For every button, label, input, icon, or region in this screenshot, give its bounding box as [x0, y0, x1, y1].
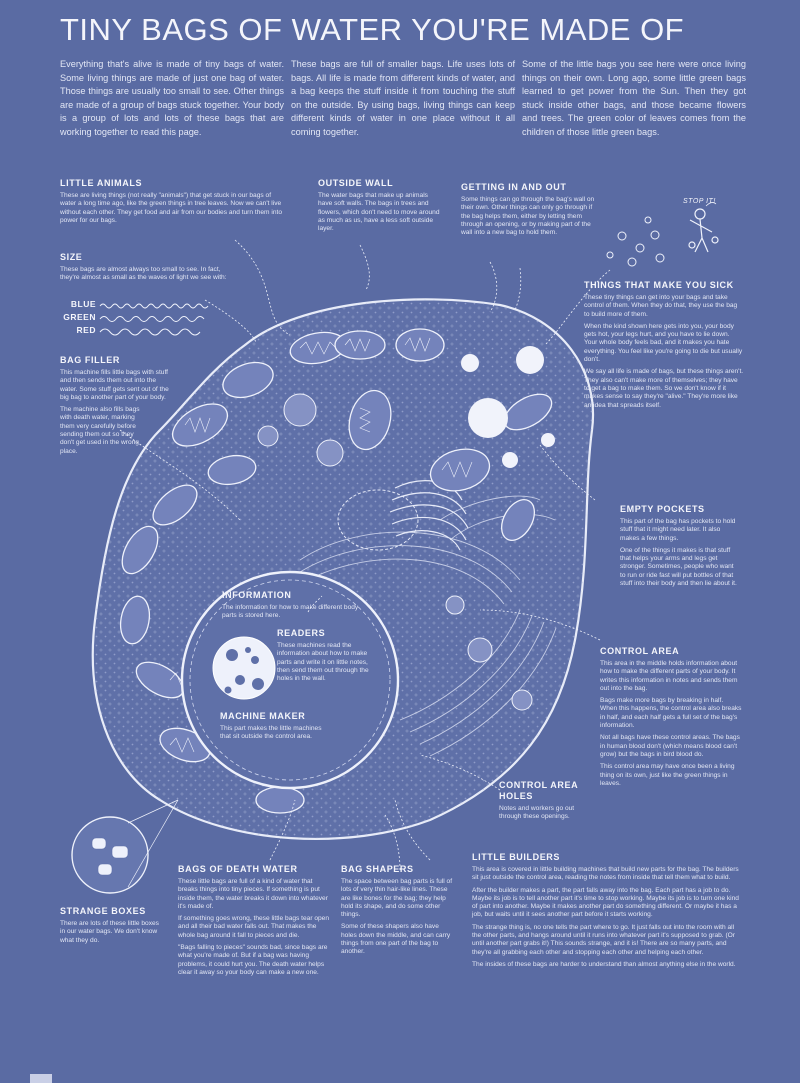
control-area-text-3: Not all bags have these control areas. The bags in human blood don't (which means blood can't grow) but the bags in bird blood do. [600, 734, 740, 758]
empty-pockets-text-2: One of the things it makes is that stuff that helps your arms and legs get stronger. Sometimes, people who want to run or ride fast will put bottles of that stuff into their body and then lie about it. [620, 546, 737, 588]
size-text: These bags are almost always too small to see. In fact, they're almost as small as the waves of light we see with: [60, 266, 227, 282]
size-heading: SIZE [60, 252, 83, 262]
builders-heading: LITTLE BUILDERS [472, 852, 560, 862]
size-block [60, 252, 230, 287]
little-animals-block [60, 178, 282, 229]
wave-label-red: RED [76, 325, 96, 335]
death-water-text-1: These little bags are full of a kind of water that breaks things into tiny pieces. If something is put inside them, the water breaks it down into whatever it's made of. [178, 878, 328, 910]
nucleolus [213, 637, 275, 699]
death-water-block [178, 864, 330, 981]
control-area-text-4: This control area may have once been a living thing on its own, just like the green things in leaves. [600, 763, 735, 787]
strange-boxes-block [60, 906, 160, 949]
getting-in-block [461, 182, 601, 241]
shapers-text-2: Some of these shapers also have holes down the middle, and can carry things from one part of the bag to another. [341, 923, 451, 956]
empty-pockets-block [620, 504, 740, 592]
information-text: The information for how to make different body parts is stored here. [222, 604, 359, 620]
stick-figure [689, 209, 718, 252]
death-water-text-2: If something goes wrong, these little bags tear open and all their bad water falls out. That makes the whole bag around it fall to pieces and die. [178, 915, 330, 939]
death-water-heading: BAGS OF DEATH WATER [178, 864, 298, 874]
stop-it-label: STOP IT! [683, 198, 716, 205]
information-heading: INFORMATION [222, 590, 292, 600]
readers-block [277, 628, 382, 687]
sick-text-1: These tiny things can get into your bags and take control of them. When they do that, they use the bag to build more of them. [584, 294, 738, 318]
little-animals-text: These are living things (not really "animals") that get stuck in our bags of water a long time ago, like the green things in tree leaves. Now we can't live without each other. They get food and air from our bodies and turn them into power for our bags. [60, 192, 283, 224]
machine-maker-text: This part makes the little machines that sit outside the control area. [220, 725, 322, 741]
bag-filler-text-2: The machine also fills bags with death water, marking them very carefully before sending them out so they don't get used in the wrong place. [60, 406, 140, 455]
virus-particles [607, 217, 664, 266]
strange-boxes-inset [72, 817, 148, 893]
sick-text-2: When the kind shown here gets into you, your body gets hot, your legs hurt, and you have to lie down. Your whole body feels bad, and it makes you hate everything. You feel like you're going to die but usually don't. [584, 322, 743, 364]
bag-filler-block [60, 355, 175, 460]
outside-wall-block [318, 178, 442, 237]
outside-wall-heading: OUTSIDE WALL [318, 178, 394, 188]
wave-label-green: GREEN [63, 312, 96, 322]
intro-column-3: Some of the little bags you see here were once living things on their own. Long ago, some little green bags learned to get power from the Sun. Then they got stuck inside other bags, and those became flowers and trees. The green color of leaves comes from the children of those little green bags. [522, 59, 746, 137]
page-title: TINY BAGS OF WATER YOU'RE MADE OF [60, 12, 685, 47]
builders-text-1: This area is covered in little building machines that build new parts for the bag. The builders sit just outside the control area, reading the notes from inside that tell them what to build. [472, 866, 739, 882]
builders-text-2: After the builder makes a part, the part falls away into the bag. Each part has a job to do. Maybe its job is to tell another part it's time to stop working. Maybe its job is to turn one kind of part into another. Maybe it makes another part do something different. Or maybe it has a job, but waits until it sees another part before it starts working. [472, 886, 739, 919]
builders-text-3: The strange thing is, no one tells the part where to go. It just falls out into the room with all the other parts, and hangs around until it runs into whatever part it's supposed to grab. (Or until another part grabs it!) This sounds strange, and it is! There are so many parts, and they're all grabbing each other and stopping each other and helping each other. [472, 923, 735, 956]
page-corner-tab [30, 1074, 52, 1083]
strange-boxes-text: There are lots of these little boxes in our water bags. We don't know what they do. [60, 920, 159, 944]
machine-maker-block [220, 711, 325, 746]
intro-column-2: These bags are full of smaller bags. Life uses lots of bags. All life is made from different kinds of water, and a bag keeps the stuff inside it from touching the stuff on the outside. By using bags, living things can keep different kinds of water in one place without it all coming together. [291, 59, 515, 137]
getting-in-heading: GETTING IN AND OUT [461, 182, 567, 192]
strange-boxes-heading: STRANGE BOXES [60, 906, 146, 916]
builders-block [472, 852, 744, 973]
sick-block [584, 280, 744, 414]
control-area-text-2: Bags make more bags by breaking in half. When this happens, the control area also breaks in half, and each half gets a full set of the bag's information. [600, 697, 742, 730]
control-area-heading: CONTROL AREA [600, 646, 680, 656]
builders-text-4: The insides of these bags are harder to understand than almost anything else in the world. [472, 960, 736, 968]
bag-filler-text-1: This machine fills little bags with stuff and then sends them out into the water. Some stuff gets sent out of the big bag to another part of your body. [60, 369, 169, 401]
control-holes-heading: CONTROL AREA HOLES [499, 780, 578, 801]
empty-pockets-heading: EMPTY POCKETS [620, 504, 705, 514]
bag-filler-heading: BAG FILLER [60, 355, 120, 365]
outside-wall-text: The water bags that make up animals have soft walls. The bags in trees and flowers, which don't need to move around as much as us, have a less soft outside layer. [318, 192, 440, 233]
readers-text: These machines read the information about how to make parts and write it on little notes, then send them out through the holes in the wall. [277, 642, 369, 683]
control-area-block [600, 646, 742, 792]
death-water-text-3: "Bags falling to pieces" sounds bad, since bags are what you're made of. But if a bag was having problems, it could hurt you. The death water helps clear it away so your body can make a new one. [178, 944, 328, 976]
information-block [222, 590, 368, 625]
sick-heading: THINGS THAT MAKE YOU SICK [584, 280, 734, 290]
control-holes-block [499, 780, 579, 826]
control-holes-text: Notes and workers go out through these openings. [499, 805, 575, 821]
shapers-block [341, 864, 453, 961]
readers-heading: READERS [277, 628, 326, 638]
empty-pockets-text-1: This part of the bag has pockets to hold stuff that it might need later. It also makes a few things. [620, 518, 736, 542]
shapers-heading: BAG SHAPERS [341, 864, 414, 874]
control-area-text-1: This area in the middle holds information about how to make the different parts of your body. It writes this information in notes and sends them out into the bag. [600, 660, 738, 692]
intro-column-1: Everything that's alive is made of tiny bags of water. Some living things are made of just one bag of water. Those things are usually too small to see. Other things are made of a group of bags stuck together. Your body is a group of lots and lots of these bags that are working together to read this page. [60, 59, 284, 137]
little-animals-heading: LITTLE ANIMALS [60, 178, 143, 188]
getting-in-text: Some things can go through the bag's wall on their own. Other things can only go through if the bag helps them, either by letting them through an opening, or by making part of the wall into a new bag to hold them. [461, 196, 595, 237]
machine-maker-heading: MACHINE MAKER [220, 711, 306, 721]
wave-label-blue: BLUE [70, 299, 96, 309]
shapers-text-1: The space between bag parts is full of lots of very thin hair-like lines. These are like bones for the bag; they help hold its shape, and do some other things. [341, 878, 453, 919]
sick-text-3: We say all life is made of bags, but these things aren't. They also can't make more of themselves; they have to get a bag to make them. So we don't know if it makes sense to say they're "alive." They're more like an idea that spreads itself. [584, 368, 744, 409]
